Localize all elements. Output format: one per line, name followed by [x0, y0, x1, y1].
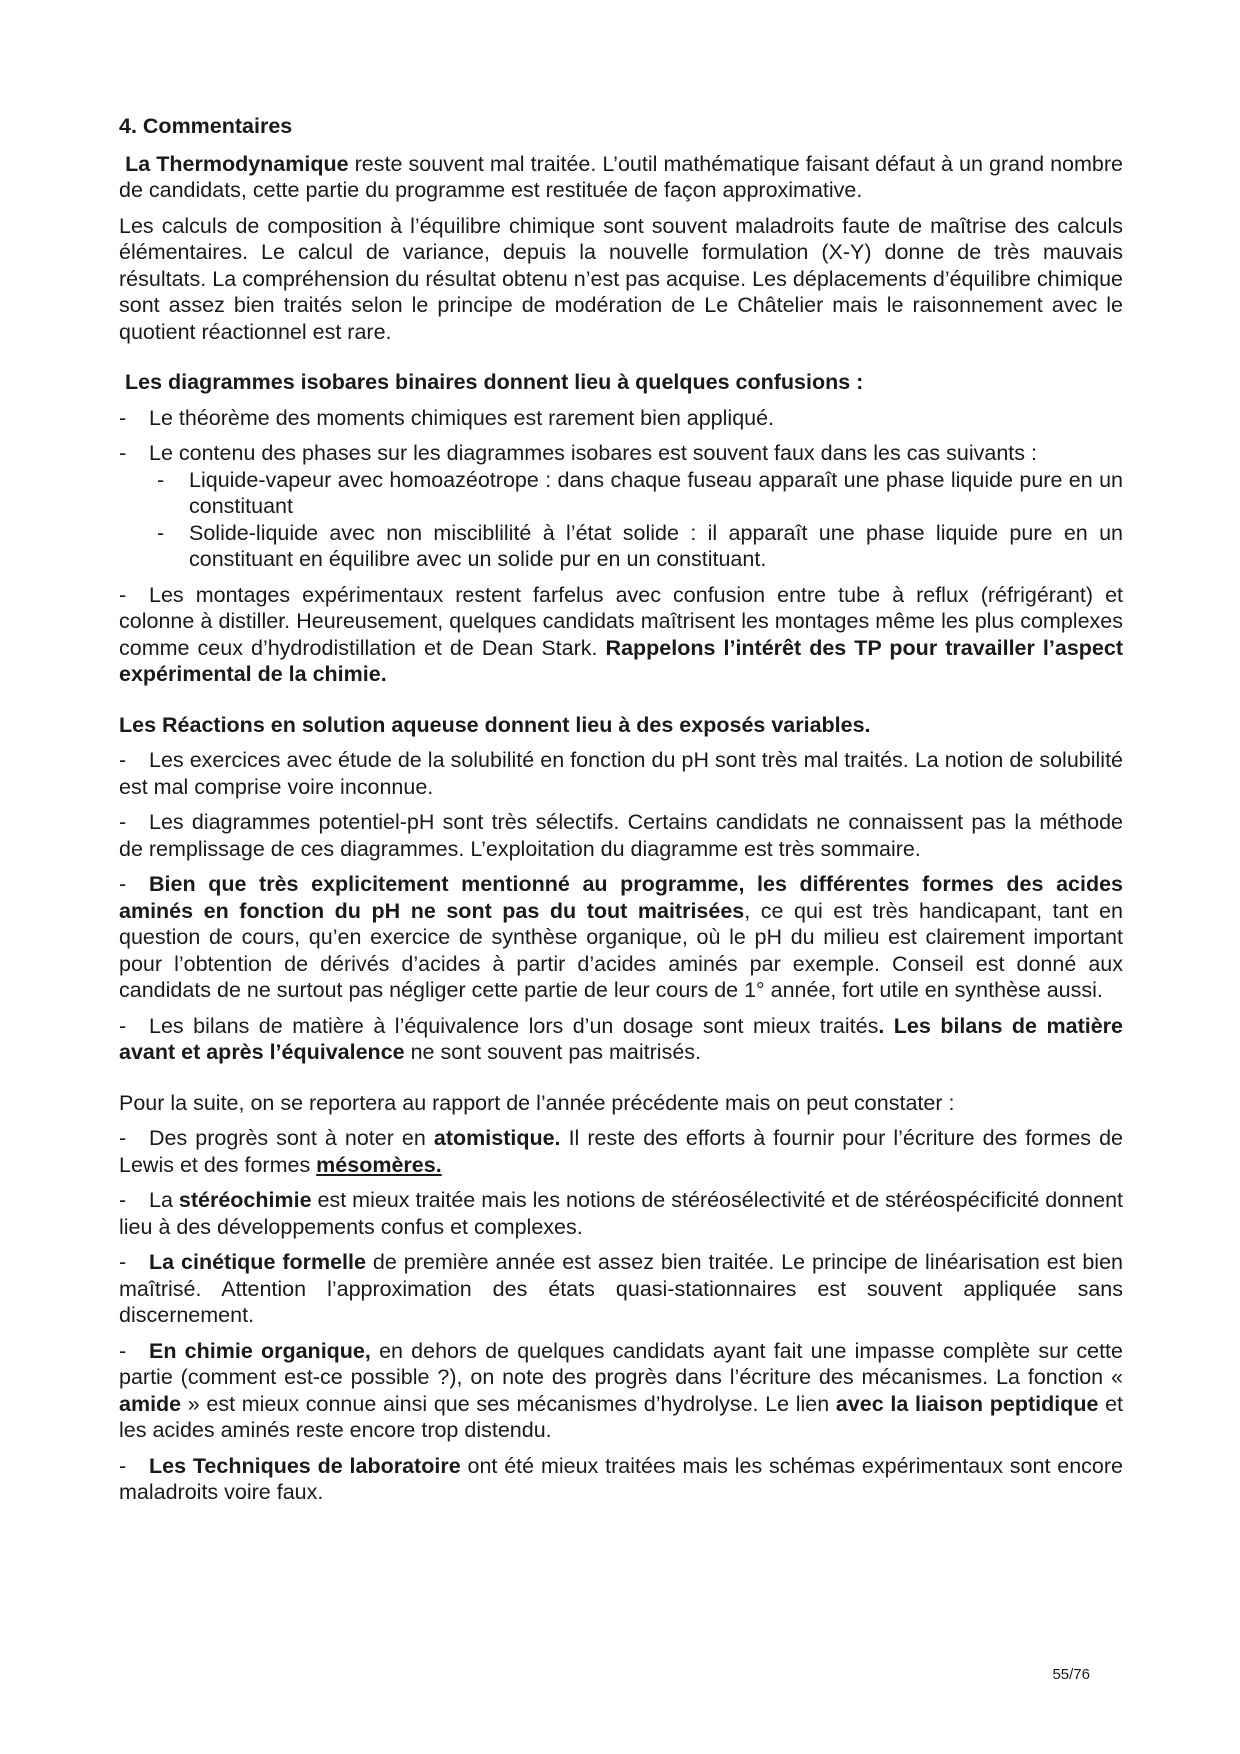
- document-page: [119, 113, 1123, 1506]
- paragraph-suite-intro: Pour la suite, on se reportera au rapport de l’année précédente mais on peut constater :: [119, 1090, 955, 1115]
- bullet-dash: -: [119, 441, 127, 465]
- sub-list-item: - Liquide-vapeur avec homoazéotrope : dans chaque fuseau apparaît une phase liquide pure en un constituant: [157, 467, 1123, 518]
- sub-list-item: - Solide-liquide avec non misciblilité à l’état solide : il apparaît une phase liquide pure en un constituant en équilibre avec un solide pur en un constituant.: [157, 520, 1123, 571]
- paragraph-chimie-organique: - En chimie organique, en dehors de quelques candidats ayant fait une impasse complète sur cette partie (comment est-ce possible ?), on note des progrès dans l’écriture des mécanismes. La fonction « amide » est mieux connue ainsi que ses mécanismes d’hydrolyse. Le lien avec la liaison peptidique et les acides aminés reste encore trop distendu.: [119, 1338, 1124, 1442]
- bullet-dash: -: [157, 520, 165, 545]
- paragraph-cinetique: - La cinétique formelle de première année est assez bien traitée. Le principe de linéarisation est bien maîtrisé. Attention l’approximation des états quasi-stationnaires est souvent appliquée sans discernement.: [119, 1250, 1123, 1327]
- bold-phrase: avec la liaison peptidique: [835, 1391, 1099, 1416]
- bullet-dash: -: [119, 405, 127, 430]
- bold-phrase: En chimie organique,: [149, 1338, 371, 1363]
- paragraph-solubilite: - Les exercices avec étude de la solubilité en fonction du pH sont très mal traités. La notion de solubilité est mal comprise voire inconnue.: [119, 748, 1123, 799]
- paragraph-atomistique: - Des progrès sont à noter en atomistique. Il reste des efforts à fournir pour l’écriture des formes de Lewis et des formes mésomères.: [119, 1126, 1123, 1177]
- bold-phrase: amide: [119, 1391, 182, 1416]
- page-number: 55/76: [1052, 1666, 1090, 1683]
- list-item: - Le contenu des phases sur les diagrammes isobares est souvent faux dans les cas suivants :: [119, 441, 1037, 465]
- paragraph-stereochimie: - La stéréochimie est mieux traitée mais les notions de stéréosélectivité et de stéréospécificité donnent lieu à des développements confus et complexes.: [119, 1188, 1124, 1239]
- heading-reactions: Les Réactions en solution aqueuse donnent lieu à des exposés variables.: [119, 712, 871, 737]
- paragraph-thermodynamique: La Thermodynamique reste souvent mal traitée. L’outil mathématique faisant défaut à un grand nombre de candidats, cette partie du programme est restituée de façon approximative.: [119, 151, 1123, 202]
- paragraph-bilans: - Les bilans de matière à l’équivalence lors d’un dosage sont mieux traités. Les bilans de matière avant et après l’équivalence ne sont souvent pas maitrisés.: [119, 1013, 1123, 1064]
- heading-diagrammes: Les diagrammes isobares binaires donnent lieu à quelques confusions :: [124, 370, 864, 394]
- bold-phrase: stéréochimie: [178, 1188, 312, 1212]
- bold-phrase: Rappelons l’intérêt des TP pour travailler l’aspect expérimental de la chimie.: [119, 635, 1123, 686]
- bullet-dash: -: [157, 467, 165, 492]
- paragraph-calculs: Les calculs de composition à l’équilibre chimique sont souvent maladroits faute de maîtrise des calculs élémentaires. Le calcul de variance, depuis la nouvelle formulation (X-Y) donne de très mauvais résultats. La compréhension du résultat obtenu n’est pas acquise. Les déplacements d’équilibre chimique sont assez bien traités selon le principe de modération de Le Châtelier mais le raisonnement avec le quotient réactionnel est rare.: [119, 213, 1123, 344]
- paragraph-potentiel-ph: - Les diagrammes potentiel-pH sont très sélectifs. Certains candidats ne connaissent pas la méthode de remplissage de ces diagrammes. L’exploitation du diagramme est très sommaire.: [119, 810, 1123, 861]
- list-item: - Le théorème des moments chimiques est rarement bien appliqué.: [119, 405, 775, 430]
- section-title: 4. Commentaires: [119, 114, 293, 138]
- bold-phrase: Les Techniques de laboratoire: [149, 1453, 461, 1478]
- bold-phrase: La cinétique formelle: [149, 1250, 366, 1274]
- paragraph-montages: - Les montages expérimentaux restent farfelus avec confusion entre tube à reflux (réfrigérant) et colonne à distiller. Heureusement, quelques candidats maîtrisent les montages même les plus complexes comme ceux d’hydrodistillation et de Dean Stark. Rappelons l’intérêt des TP pour travailler l’aspect expérimental de la chimie.: [119, 582, 1123, 686]
- bold-phrase: atomistique.: [433, 1126, 561, 1150]
- bold-phrase: Bien que très explicitement mentionné au programme, les différentes formes des acides aminés en fonction du pH ne sont pas du tout maitrisées: [119, 872, 1123, 923]
- paragraph-acides-amines: - Bien que très explicitement mentionné au programme, les différentes formes des acides aminés en fonction du pH ne sont pas du tout maitrisées, ce qui est très handicapant, tant en question de cours, qu’en exercice de synthèse organique, où le pH du milieu est clairement important pour l’obtention de dérivés d’acides à partir d’acides aminés par exemple. Conseil est donné aux candidats de ne surtout pas négliger cette partie de leur cours de 1° année, fort utile en synthèse aussi.: [119, 872, 1123, 1002]
- bold-underlined-phrase: mésomères.: [316, 1152, 442, 1177]
- paragraph-techniques: - Les Techniques de laboratoire ont été mieux traitées mais les schémas expérimentaux sont encore maladroits voire faux.: [119, 1453, 1124, 1504]
- bold-phrase: . Les bilans de matière avant et après l’équivalence: [119, 1013, 1123, 1064]
- bold-phrase: La Thermodynamique: [125, 151, 349, 176]
